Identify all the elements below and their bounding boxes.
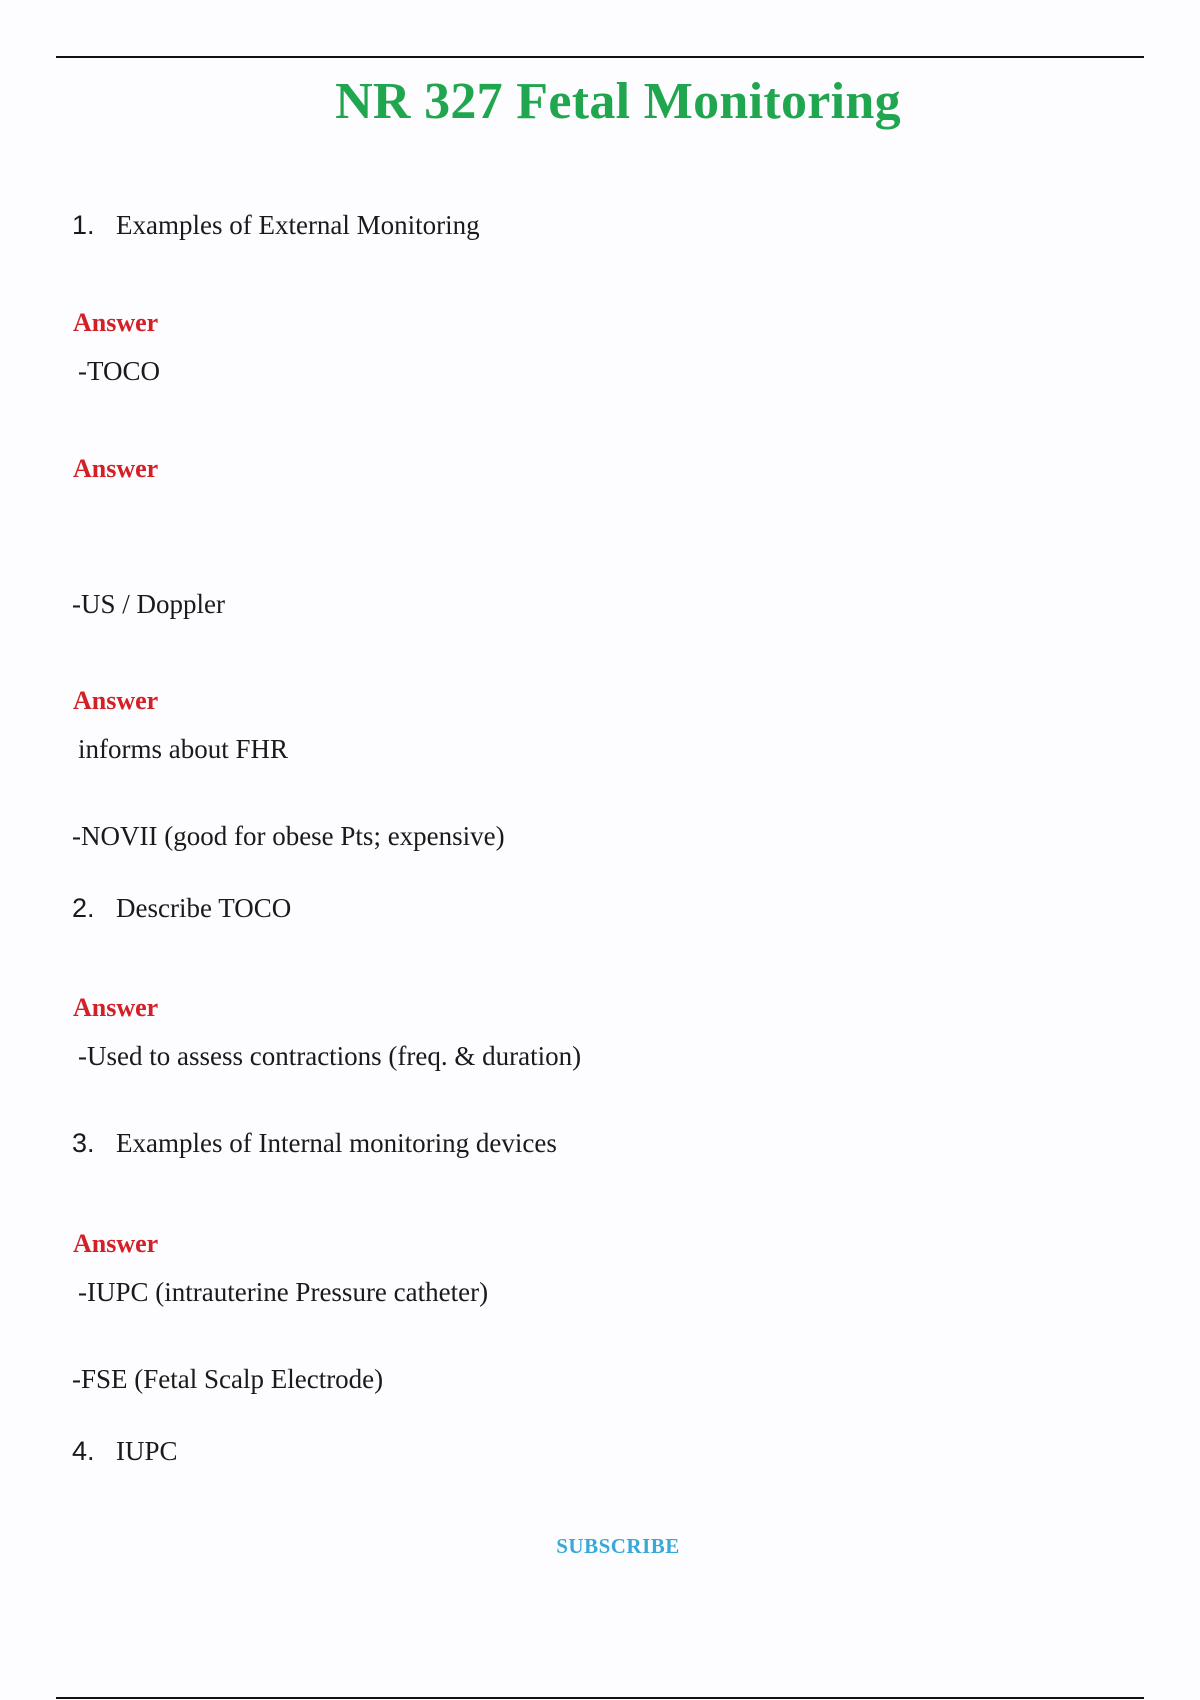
- question-number: 4.: [72, 1436, 95, 1466]
- question-text: Examples of External Monitoring: [116, 210, 480, 240]
- question-3: [72, 1128, 557, 1159]
- answer-text: -Used to assess contractions (freq. & duration): [78, 1041, 582, 1071]
- question-text: IUPC: [116, 1436, 178, 1466]
- answer-text: -TOCO: [78, 356, 161, 386]
- answer-text: informs about FHR: [78, 734, 289, 764]
- answer-label: Answer: [73, 308, 159, 337]
- answer-label: Answer: [73, 454, 159, 483]
- bottom-rule: [56, 1697, 1144, 1699]
- answer-extra-text: -FSE (Fetal Scalp Electrode): [72, 1364, 384, 1394]
- answer-label: Answer: [73, 1229, 159, 1258]
- top-rule: [56, 56, 1144, 58]
- answer-label: Answer: [73, 993, 159, 1022]
- question-2: [72, 893, 291, 924]
- question-text: Examples of Internal monitoring devices: [116, 1128, 557, 1158]
- question-1: [72, 210, 480, 241]
- question-number: 1.: [72, 210, 95, 240]
- question-number: 3.: [72, 1128, 95, 1158]
- question-text: Describe TOCO: [116, 893, 292, 923]
- page-title: NR 327 Fetal Monitoring: [335, 73, 901, 130]
- answer-extra-text: -NOVII (good for obese Pts; expensive): [72, 821, 505, 851]
- answer-text: -US / Doppler: [72, 589, 225, 619]
- question-number: 2.: [72, 893, 95, 923]
- answer-text: -IUPC (intrauterine Pressure catheter): [78, 1277, 489, 1307]
- answer-label: Answer: [73, 686, 159, 715]
- question-4: [72, 1436, 178, 1467]
- subscribe-link[interactable]: SUBSCRIBE: [556, 1534, 680, 1558]
